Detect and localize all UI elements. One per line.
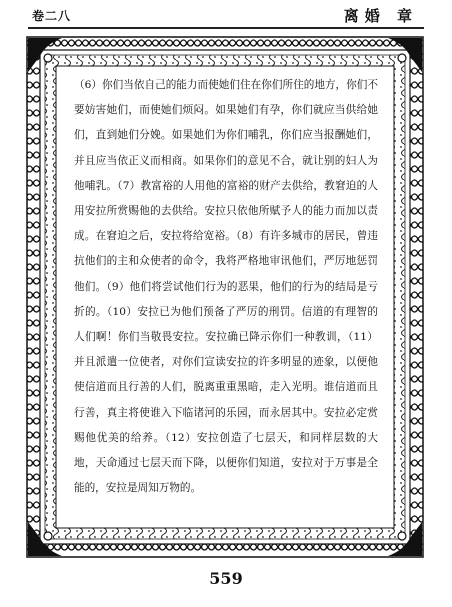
header-rule [28, 27, 424, 29]
body-paragraph: （6）你们当依自己的能力而使她们住在你们所住的地方，你们不要妨害她们，而使她们烦闷。如果她们有孕，你们就应当供给她们，直到她们分娩。如果她们为你们哺乳，你们应当报酬她们，并且应当依正义而相商。如果你们的意见不合，就让别的妇人为他哺乳。（7）教富裕的人用他的富裕的财产去供给，教窘迫的人用安拉所赏赐他的去供给。安拉只依他所赋予人的能力而加以责成。在窘迫之后，安拉将给宽裕。（8）有许多城市的居民，曾违抗他们的主和众使者的命令，我将严格地审讯他们，严厉地惩罚他们。（9）他们将尝试他们行为的恶果，他们的行为的结局是亏折的。（10）安拉已为他们预备了严厉的刑罚。信道的有理智的人们啊！你们当敬畏安拉。安拉确已降示你们一种教训，（11）并且派遣一位使者，对你们宣读安拉的许多明显的迹象，以便他使信道而且行善的人们，脱离重重黑暗，走入光明。谁信道而且行善，真主将使谁入下临诸河的乐园，而永居其中。安拉必定赏赐他优美的给养。（12）安拉创造了七层天，和同样层数的大地，天命通过七层天而下降，以便你们知道，安拉对于万事是全能的，安拉是周知万物的。 [74, 79, 378, 495]
page-body [74, 73, 378, 501]
running-header [0, 0, 452, 30]
surah-title: 离婚 章 [343, 7, 418, 25]
chapter-label: 卷二八 [32, 9, 72, 23]
page-number: 559 [209, 569, 243, 588]
